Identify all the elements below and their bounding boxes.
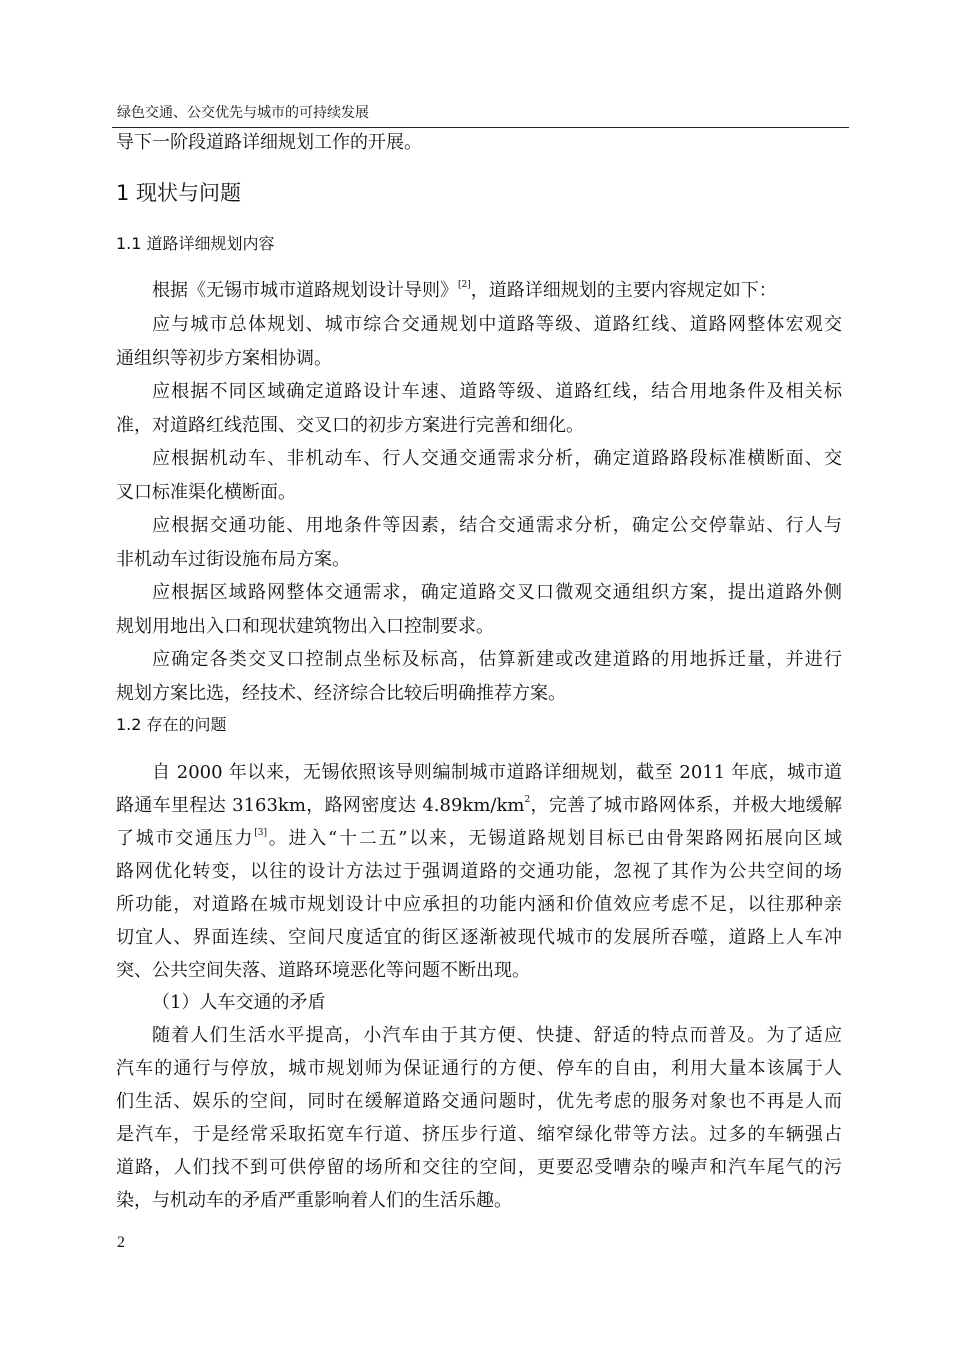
section-heading: 1 现状与问题 <box>116 181 242 205</box>
paragraph-line <box>116 822 842 856</box>
subsection-heading: 1.1 道路详细规划内容 <box>116 234 275 253</box>
paragraph-line: 是汽车，于是经常采取拓宽车行道、挤压步行道、缩窄绿化带等方法。过多的车辆强占 <box>116 1124 842 1145</box>
text-line: 导下一阶段道路详细规划工作的开展。 <box>116 132 422 153</box>
paragraph-line: 道路，人们找不到可供停留的场所和交往的空间，更要忍受嘈杂的噪声和汽车尾气的污 <box>116 1157 842 1178</box>
text-span: 路通车里程达 3163km，路网密度达 4.89km/km <box>116 795 525 816</box>
subsection-heading: 1.2 存在的问题 <box>116 715 227 734</box>
paragraph-line: 非机动车过街设施布局方案。 <box>116 549 350 570</box>
text-span: ，道路详细规划的主要内容规定如下： <box>470 280 777 301</box>
paragraph-line <box>116 274 842 308</box>
text-span: 了城市交通压力 <box>116 828 255 849</box>
paragraph-line: 所功能，对道路在城市规划设计中应承担的功能内涵和价值效应考虑不足，以往那种亲 <box>116 894 842 915</box>
text-span: 根据《无锡市城市道路规划设计导则》 <box>152 280 458 301</box>
paragraph-line: 突、公共空间失落、道路环境恶化等问题不断出现。 <box>116 960 530 981</box>
text-span: 。进入“十二五”以来，无锡道路规划目标已由骨架路网拓展向区域 <box>267 828 843 849</box>
paragraph-line: 规划方案比选，经技术、经济综合比较后明确推荐方案。 <box>116 683 566 704</box>
paragraph-line: 叉口标准渠化横断面。 <box>116 482 296 503</box>
paragraph-line: 应根据不同区域确定道路设计车速、道路等级、道路红线，结合用地条件及相关标 <box>152 381 842 402</box>
paragraph-line: 自 2000 年以来，无锡依照该导则编制城市道路详细规划，截至 2011 年底，城市道 <box>152 762 842 783</box>
reference-marker: [2] <box>458 280 471 290</box>
running-header: 绿色交通、公交优先与城市的可持续发展 <box>117 105 369 121</box>
paragraph-line: 染，与机动车的矛盾严重影响着人们的生活乐趣。 <box>116 1190 512 1211</box>
paragraph-line: 汽车的通行与停放，城市规划师为保证通行的方便、停车的自由，利用大量本该属于人 <box>116 1058 842 1079</box>
superscript: 2 <box>524 795 531 805</box>
paragraph-line: 通组织等初步方案相协调。 <box>116 348 332 369</box>
paragraph-line: 随着人们生活水平提高，小汽车由于其方便、快捷、舒适的特点而普及。为了适应 <box>152 1025 842 1046</box>
list-item-heading: （1）人车交通的矛盾 <box>152 992 326 1013</box>
paragraph-line: 应根据区域路网整体交通需求，确定道路交叉口微观交通组织方案，提出道路外侧 <box>152 582 842 603</box>
paragraph-line: 应与城市总体规划、城市综合交通规划中道路等级、道路红线、道路网整体宏观交 <box>152 314 842 335</box>
paragraph-line: 准，对道路红线范围、交叉口的初步方案进行完善和细化。 <box>116 415 584 436</box>
paragraph-line: 规划用地出入口和现状建筑物出入口控制要求。 <box>116 616 494 637</box>
page-number: 2 <box>117 1234 125 1251</box>
paragraph-line <box>116 789 842 823</box>
paragraph-line: 切宜人、界面连续、空间尺度适宜的街区逐渐被现代城市的发展所吞噬，道路上人车冲 <box>116 927 842 948</box>
paragraph-line: 应根据交通功能、用地条件等因素，结合交通需求分析，确定公交停靠站、行人与 <box>152 515 842 536</box>
paragraph-line: 们生活、娱乐的空间，同时在缓解道路交通问题时，优先考虑的服务对象也不再是人而 <box>116 1091 842 1112</box>
text-span: ，完善了城市路网体系，并极大地缓解 <box>530 795 842 816</box>
reference-marker: [3] <box>254 828 268 838</box>
paragraph-line: 路网优化转变，以往的设计方法过于强调道路的交通功能，忽视了其作为公共空间的场 <box>116 861 842 882</box>
paragraph-line: 应确定各类交叉口控制点坐标及标高，估算新建或改建道路的用地拆迁量，并进行 <box>152 649 842 670</box>
paragraph-line: 应根据机动车、非机动车、行人交通交通需求分析，确定道路路段标准横断面、交 <box>152 448 842 469</box>
